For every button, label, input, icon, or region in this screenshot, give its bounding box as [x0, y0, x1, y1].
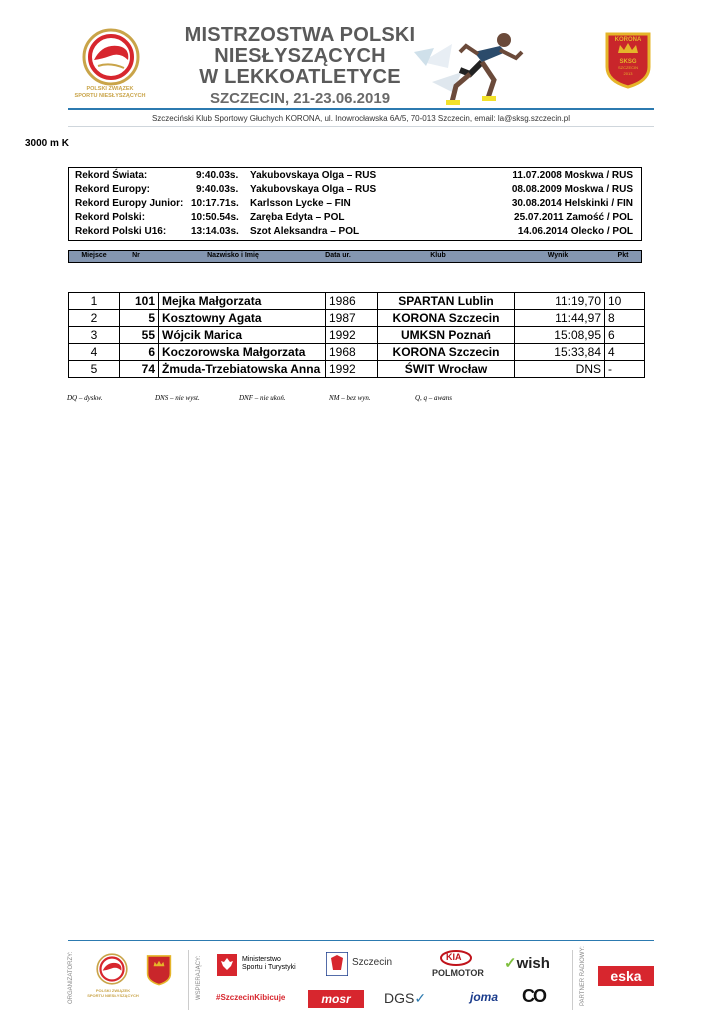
legend-item: Q, q – awans	[415, 394, 452, 402]
result-birth-year: 1992	[326, 361, 378, 378]
record-time: 9:40.03s.	[196, 184, 239, 195]
result-bib: 6	[120, 344, 159, 361]
joma-logo: joma	[470, 990, 499, 1004]
result-place: 4	[69, 344, 120, 361]
result-athlete: Koczorowska Małgorzata	[159, 344, 326, 361]
result-club: KORONA Szczecin	[378, 310, 515, 327]
polmotor-logo-text: POLMOTOR	[432, 968, 484, 978]
pzsn-logo-icon	[80, 26, 142, 88]
event-name: 3000 m K	[25, 138, 69, 149]
table-row	[69, 327, 645, 344]
result-points: 8	[605, 310, 645, 327]
partner-label: PARTNER RADIOWY:	[580, 946, 586, 1006]
column-header-name: Nazwisko i Imię	[207, 252, 259, 259]
result-points: 4	[605, 344, 645, 361]
record-holder: Yakubovskaya Olga – RUS	[250, 184, 377, 195]
pzsn-footer-logo-icon	[95, 952, 129, 986]
column-header-place: Miejsce	[81, 252, 107, 259]
result-athlete: Mejka Małgorzata	[159, 293, 326, 310]
polish-eagle-icon	[217, 954, 237, 976]
result-birth-year: 1986	[326, 293, 378, 310]
result-athlete: Kosztowny Agata	[159, 310, 326, 327]
result-time: 15:08,95	[515, 327, 605, 344]
legend-item: DQ – dyskw.	[67, 394, 103, 402]
result-place: 5	[69, 361, 120, 378]
hashtag-logo: #SzczecinKibicuje	[216, 993, 286, 1002]
record-holder: Karlsson Lycke – FIN	[250, 198, 351, 209]
legend-item: DNS – nie wyst.	[155, 394, 200, 402]
result-athlete: Żmuda-Trzebiatowska Anna	[159, 361, 326, 378]
result-club: SPARTAN Lublin	[378, 293, 515, 310]
result-time: 11:44,97	[515, 310, 605, 327]
result-club: ŚWIT Wrocław	[378, 361, 515, 378]
korona-logo-city: SZCZECIN	[618, 65, 638, 70]
korona-logo-sksg: SKSG	[619, 59, 637, 65]
result-place: 3	[69, 327, 120, 344]
wish-logo: ✓wish	[504, 955, 550, 972]
record-date-place: 30.08.2014 Helskinki / FIN	[511, 198, 633, 209]
supporters-label: WSPIERAJĄCY:	[196, 955, 202, 1000]
record-time: 10:50.54s.	[191, 212, 239, 223]
korona-footer-logo-icon	[146, 954, 172, 986]
legend-item: DNF – nie ukoń.	[239, 394, 286, 402]
address-divider	[68, 126, 654, 127]
szczecin-logo-text: Szczecin	[352, 957, 393, 968]
result-time: 11:19,70	[515, 293, 605, 310]
result-points: 6	[605, 327, 645, 344]
column-header-points: Pkt	[617, 252, 629, 259]
result-club: KORONA Szczecin	[378, 344, 515, 361]
result-birth-year: 1987	[326, 310, 378, 327]
record-holder: Szot Aleksandra – POL	[250, 226, 360, 237]
runner-illustration-icon	[412, 22, 532, 112]
record-row	[75, 184, 633, 198]
co-logo: CO	[522, 986, 545, 1006]
record-time: 9:40.03s.	[196, 170, 239, 181]
result-birth-year: 1992	[326, 327, 378, 344]
column-header-birth: Data ur.	[325, 252, 351, 259]
record-row	[75, 198, 633, 212]
record-holder: Yakubovskaya Olga – RUS	[250, 170, 377, 181]
result-bib: 74	[120, 361, 159, 378]
record-label: Rekord Europy Junior:	[75, 198, 184, 209]
result-place: 1	[69, 293, 120, 310]
results-column-header	[68, 250, 642, 263]
pzsn-logo-text: POLSKI ZWIĄZEK SPORTU NIESŁYSZĄCYCH	[74, 86, 146, 99]
wish-check-icon: ✓	[504, 955, 517, 972]
result-bib: 101	[120, 293, 159, 310]
result-club: UMKSN Poznań	[378, 327, 515, 344]
table-row	[69, 310, 645, 327]
pzsn-footer-text: POLSKI ZWIĄZEK SPORTU NIESŁYSZĄCYCH	[87, 988, 139, 998]
records-box	[68, 167, 642, 241]
record-time: 13:14.03s.	[191, 226, 239, 237]
column-header-club: Klub	[430, 252, 446, 259]
table-row	[69, 344, 645, 361]
record-date-place: 14.06.2014 Olecko / POL	[517, 226, 633, 237]
result-time: 15:33,84	[515, 344, 605, 361]
legend-item: NM – bez wyn.	[329, 394, 371, 402]
szczecin-crest-icon	[326, 952, 348, 976]
organizers-label: ORGANIZATORZY:	[68, 951, 74, 1004]
record-label: Rekord Polski U16:	[75, 226, 167, 237]
footer-divider	[68, 940, 654, 941]
result-birth-year: 1968	[326, 344, 378, 361]
results-table	[68, 292, 645, 378]
ministry-logo-text: Ministerstwo Sportu i Turystyki	[242, 956, 296, 971]
record-holder: Zaręba Edyta – POL	[250, 212, 345, 223]
footer-separator	[188, 950, 189, 1010]
mosr-logo: mosr	[308, 990, 364, 1008]
result-bib: 5	[120, 310, 159, 327]
eska-logo: eska	[598, 966, 654, 986]
result-bib: 55	[120, 327, 159, 344]
record-label: Rekord Świata:	[75, 170, 148, 181]
result-place: 2	[69, 310, 120, 327]
record-time: 10:17.71s.	[191, 198, 239, 209]
korona-logo-year: 2013	[623, 71, 633, 76]
header-divider	[68, 108, 654, 110]
organizer-address: Szczeciński Klub Sportowy Głuchych KORONA, ul. Inowrocławska 6A/5, 70-013 Szczecin, email: la@sksg.szczecin.pl	[151, 114, 571, 123]
dgs-logo: DGS✓	[384, 990, 427, 1006]
record-label: Rekord Polski:	[75, 212, 146, 223]
record-row	[75, 226, 633, 240]
record-label: Rekord Europy:	[75, 184, 151, 195]
result-points: -	[605, 361, 645, 378]
footer-separator	[572, 950, 573, 1010]
event-dates: SZCZECIN, 21-23.06.2019	[209, 90, 391, 107]
record-date-place: 08.08.2009 Moskwa / RUS	[511, 184, 633, 195]
record-date-place: 25.07.2011 Zamość / POL	[514, 212, 633, 223]
korona-logo-label: KORONA	[614, 37, 642, 43]
dgs-check-icon: ✓	[414, 990, 427, 1006]
table-row	[69, 293, 645, 310]
result-athlete: Wójcik Marica	[159, 327, 326, 344]
record-row	[75, 212, 633, 226]
column-header-nr: Nr	[132, 252, 140, 259]
page-title: MISTRZOSTWA POLSKI NIESŁYSZĄCYCH W LEKKOATLETYCE	[184, 24, 416, 88]
result-points: 10	[605, 293, 645, 310]
kia-logo-text: KIA	[446, 952, 462, 962]
record-date-place: 11.07.2008 Moskwa / RUS	[512, 170, 633, 181]
result-time: DNS	[515, 361, 605, 378]
korona-club-logo-icon	[604, 31, 652, 89]
record-row	[75, 170, 633, 184]
column-header-result: Wynik	[547, 252, 569, 259]
table-row	[69, 361, 645, 378]
